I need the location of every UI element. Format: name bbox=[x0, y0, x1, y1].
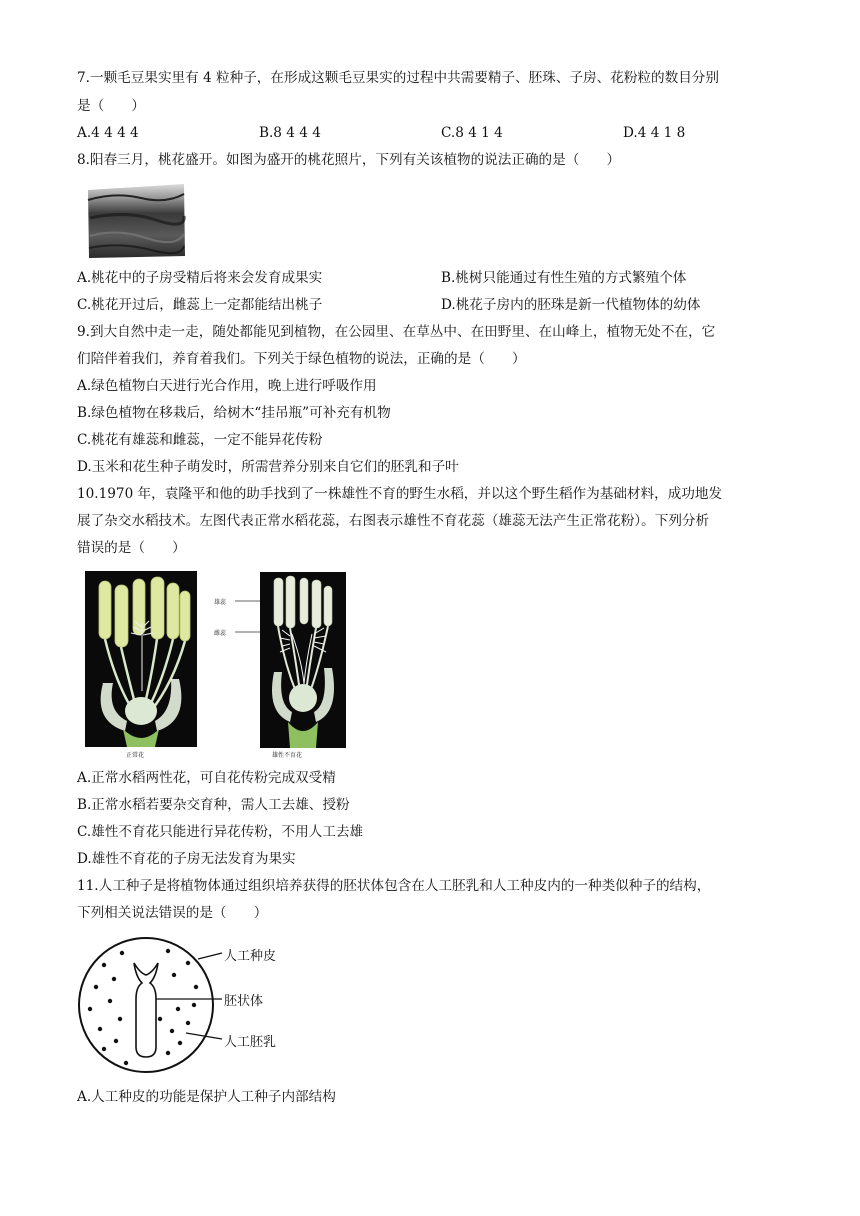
q7-option-d: D.4 4 1 8 bbox=[623, 125, 686, 141]
q9-option-b: B.绿色植物在移栽后，给树木“挂吊瓶”可补充有机物 bbox=[77, 405, 391, 421]
q11-stem-line1: 11.人工种子是将植物体通过组织培养获得的胚状体包含在人工胚乳和人工种皮内的一种类似种子的结构， bbox=[77, 878, 711, 894]
label-artificial-endosperm: 人工胚乳 bbox=[224, 1035, 277, 1050]
q7-option-a: A.4 4 4 4 bbox=[77, 125, 139, 141]
q7-stem-line2: 是（ ） bbox=[77, 98, 145, 114]
label-stamen: 雄蕊 bbox=[214, 599, 227, 606]
q7-stem-line1: 7.一颗毛豆果实里有 4 粒种子，在形成这颗毛豆果实的过程中共需要精子、胚珠、子房、花粉粒的数目分别 bbox=[77, 70, 719, 86]
q9-stem-line1: 9.到大自然中走一走，随处都能见到植物，在公园里、在草丛中、在田野里、在山峰上，植物无处不在，它 bbox=[77, 324, 716, 340]
q10-stem-line3: 错误的是（ ） bbox=[77, 540, 186, 556]
q10-option-d: D.雄性不育花的子房无法发育为果实 bbox=[77, 851, 296, 867]
q10-option-b: B.正常水稻若要杂交育种，需人工去雄、授粉 bbox=[77, 797, 350, 813]
q7-option-c: C.8 4 1 4 bbox=[441, 125, 503, 141]
label-artificial-seed-coat: 人工种皮 bbox=[224, 949, 277, 964]
label-embryoid: 胚状体 bbox=[224, 994, 264, 1009]
q10-stem-line1: 10.1970 年，袁隆平和他的助手找到了一株雄性不育的野生水稻，并以这个野生稻作为基础材料，成功地发 bbox=[77, 486, 723, 502]
q11-stem-line2: 下列相关说法错误的是（ ） bbox=[77, 905, 268, 921]
q8-option-b: B.桃树只能通过有性生殖的方式繁殖个体 bbox=[441, 270, 687, 286]
q10-option-c: C.雄性不育花只能进行异花传粉，不用人工去雄 bbox=[77, 824, 364, 840]
q9-option-d: D.玉米和花生种子萌发时，所需营养分别来自它们的胚乳和子叶 bbox=[77, 459, 459, 475]
q8-option-c: C.桃花开过后，雌蕊上一定都能结出桃子 bbox=[77, 297, 323, 313]
caption-male-sterile-flower: 雄性不育花 bbox=[272, 752, 303, 759]
q9-option-a: A.绿色植物白天进行光合作用，晚上进行呼吸作用 bbox=[77, 378, 377, 394]
q8-option-a: A.桃花中的子房受精后将来会发育成果实 bbox=[77, 270, 323, 286]
q8-option-d: D.桃花子房内的胚珠是新一代植物体的幼体 bbox=[441, 297, 701, 313]
q9-option-c: C.桃花有雄蕊和雌蕊，一定不能异花传粉 bbox=[77, 432, 323, 448]
q8-stem: 8.阳春三月，桃花盛开。如图为盛开的桃花照片，下列有关该植物的说法正确的是（ ） bbox=[77, 152, 621, 168]
normal-rice-flower-photo bbox=[85, 571, 197, 747]
figure-leader-lines bbox=[197, 590, 267, 640]
caption-normal-flower: 正常花 bbox=[126, 752, 145, 759]
label-pistil: 雌蕊 bbox=[214, 630, 227, 637]
q9-stem-line2: 们陪伴着我们，养育着我们。下列关于绿色植物的说法，正确的是（ ） bbox=[77, 351, 526, 367]
q11-option-a: A.人工种皮的功能是保护人工种子内部结构 bbox=[77, 1089, 336, 1105]
male-sterile-flower-photo bbox=[260, 572, 346, 748]
q10-option-a: A.正常水稻两性花，可自花传粉完成双受精 bbox=[77, 770, 336, 786]
peach-blossom-photo bbox=[86, 178, 186, 260]
q7-option-b: B.8 4 4 4 bbox=[259, 125, 321, 141]
q10-stem-line2: 展了杂交水稻技术。左图代表正常水稻花蕊，右图表示雄性不育花蕊（雄蕊无法产生正常花粉）。下列分析 bbox=[77, 513, 710, 529]
